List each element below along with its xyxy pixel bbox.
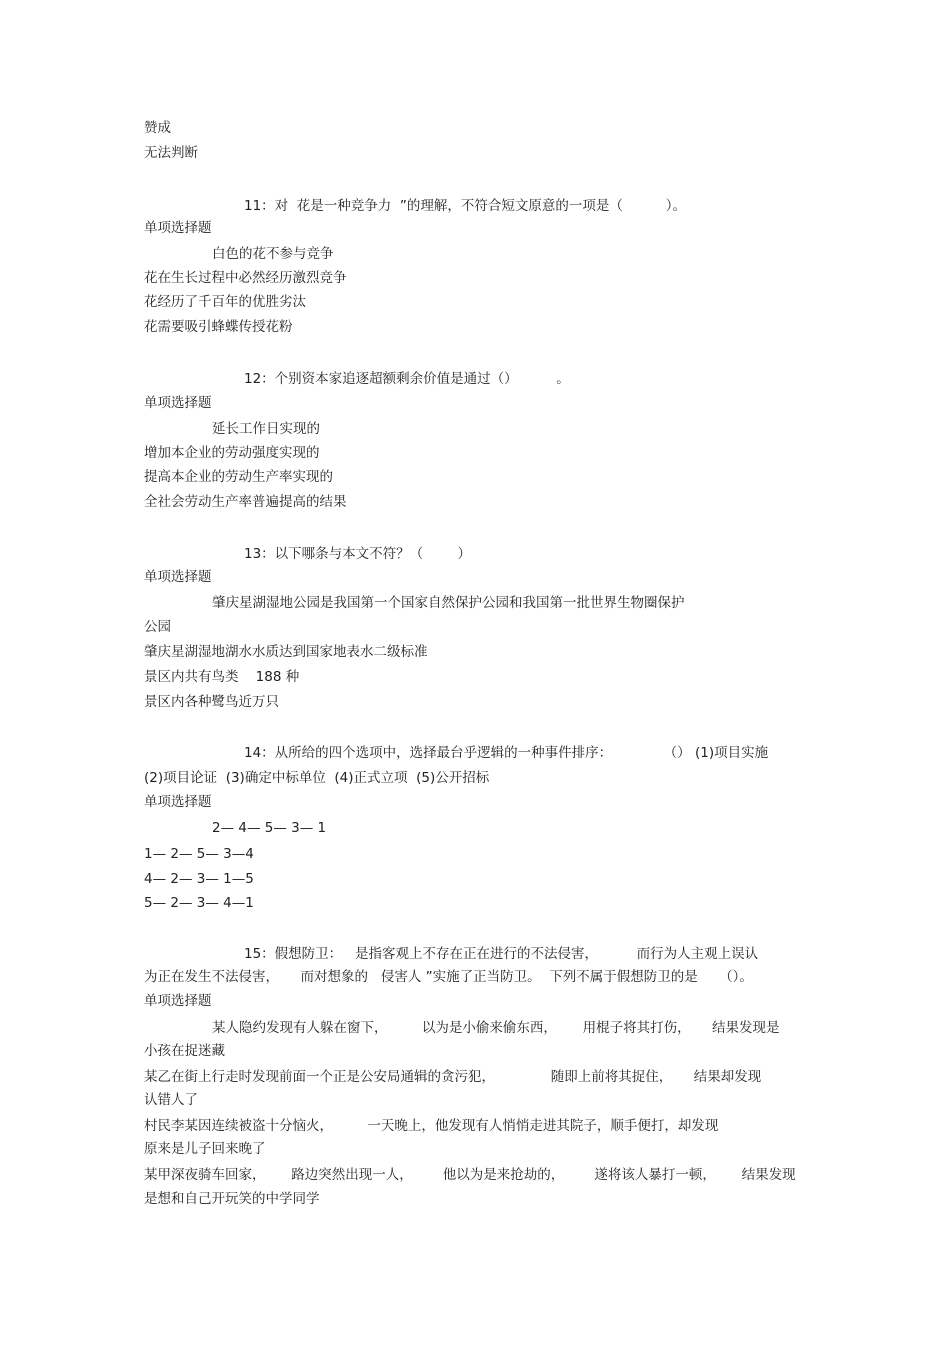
option-text: 某人隐约发现有人躲在窗下， 以为是小偷来偷东西， 用棍子将其打伤， 结果发现是 (212, 1020, 780, 1036)
option-text: 花经历了千百年的优胜劣汰 (144, 294, 306, 310)
option-text: 4— 2— 3— 1—5 (144, 871, 254, 887)
question-type: 单项选择题 (144, 395, 212, 411)
option-text: 2— 4— 5— 3— 1 (212, 820, 327, 836)
option-text: 花需要吸引蜂蝶传授花粉 (144, 319, 293, 335)
question-stem: 12：个别资本家追逐超额剩余价值是通过（） 。 (244, 371, 570, 387)
option-text: 无法判断 (144, 145, 198, 161)
option-text: 赞成 (144, 120, 171, 136)
option-text: 村民李某因连续被盗十分恼火， 一天晚上，他发现有人悄悄走进其院子，顺手便打，却发现 (144, 1118, 719, 1134)
option-text: 花在生长过程中必然经历激烈竞争 (144, 270, 347, 286)
question-stem: 13：以下哪条与本文不符？（ ） (244, 546, 472, 562)
question-stem: 14：从所给的四个选项中，选择最台乎逻辑的一种事件排序： （） (1)项目实施 (244, 745, 769, 761)
option-text: 增加本企业的劳动强度实现的 (144, 445, 320, 461)
option-text: 全社会劳动生产率普遍提高的结果 (144, 494, 347, 510)
option-text: 是想和自己开玩笑的中学同学 (144, 1191, 320, 1207)
option-text: 景区内各种鹭鸟近万只 (144, 694, 279, 710)
option-text: 肇庆星湖湿地湖水水质达到国家地表水二级标准 (144, 644, 428, 660)
question-stem: (2)项目论证 (3)确定中标单位 (4)正式立项 (5)公开招标 (144, 770, 490, 786)
option-text: 原来是儿子回来晚了 (144, 1141, 266, 1157)
question-type: 单项选择题 (144, 993, 212, 1009)
question-type: 单项选择题 (144, 794, 212, 810)
option-text: 公园 (144, 619, 171, 635)
option-text: 1— 2— 5— 3—4 (144, 846, 254, 862)
option-text: 白色的花不参与竞争 (212, 246, 334, 262)
option-text: 认错人了 (144, 1092, 198, 1108)
question-stem: 15：假想防卫： 是指客观上不存在正在进行的不法侵害， 而行为人主观上误认 (244, 946, 759, 962)
option-text: 5— 2— 3— 4—1 (144, 895, 254, 911)
option-text: 延长工作日实现的 (212, 421, 320, 437)
question-stem: 11：对 花是一种竞争力 ”的理解，不符合短文原意的一项是（ ）。 (244, 198, 686, 214)
option-text: 提高本企业的劳动生产率实现的 (144, 469, 333, 485)
question-type: 单项选择题 (144, 569, 212, 585)
option-text: 小孩在捉迷藏 (144, 1043, 225, 1059)
question-type: 单项选择题 (144, 220, 212, 236)
option-text: 某乙在街上行走时发现前面一个正是公安局通辑的贪污犯， 随即上前将其捉住， 结果却发现 (144, 1069, 762, 1085)
option-text: 肇庆星湖湿地公园是我国第一个国家自然保护公园和我国第一批世界生物圈保护 (212, 595, 685, 611)
question-stem: 为正在发生不法侵害， 而对想象的 侵害人 ”实施了正当防卫。 下列不属于假想防卫的是 （）。 (144, 969, 753, 985)
option-text: 某甲深夜骑车回家， 路边突然出现一人， 他以为是来抢劫的， 遂将该人暴打一顿， 结果发现 (144, 1167, 796, 1183)
option-text: 景区内共有鸟类 188 种 (144, 669, 300, 685)
